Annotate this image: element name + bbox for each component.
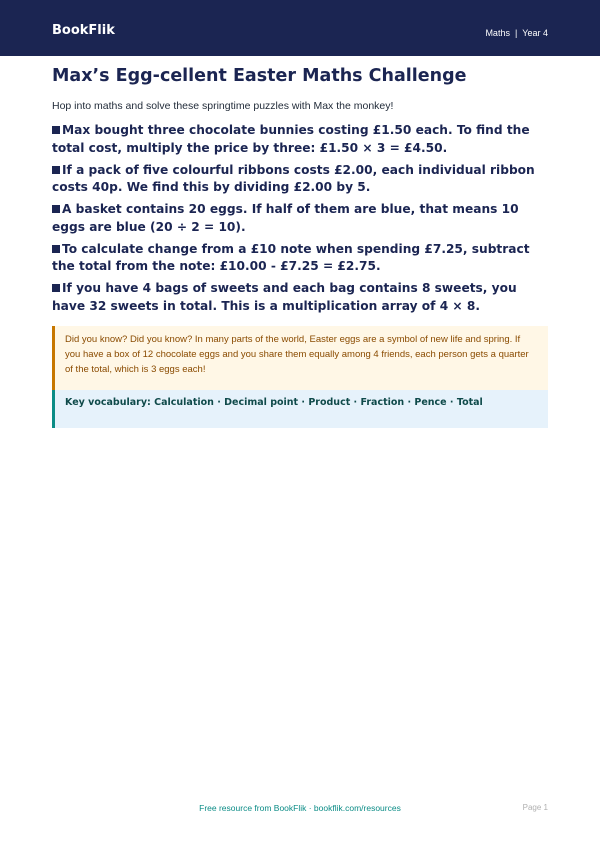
list-item — [52, 241, 548, 276]
intro-text: Hop into maths and solve these springtime puzzles with Max the monkey! — [52, 100, 394, 112]
subject-label: Maths — [485, 28, 510, 38]
list-item — [52, 201, 548, 236]
problem-list — [52, 122, 548, 320]
vocabulary-text: Key vocabulary: Calculation · Decimal point · Product · Fraction · Pence · Total — [65, 397, 483, 408]
header-separator: | — [514, 28, 518, 38]
square-bullet-icon — [52, 284, 60, 292]
header-meta — [485, 28, 548, 38]
did-you-know-callout — [52, 326, 548, 390]
square-bullet-icon — [52, 205, 60, 213]
square-bullet-icon — [52, 126, 60, 134]
year-label: Year 4 — [522, 28, 548, 38]
list-item — [52, 122, 548, 157]
list-item-text: A basket contains 20 eggs. If half of them are blue, that means 10 eggs are blue (20 ÷ 2 = 10). — [52, 202, 519, 234]
square-bullet-icon — [52, 166, 60, 174]
list-item — [52, 162, 548, 197]
list-item-text: Max bought three chocolate bunnies costing £1.50 each. To find the total cost, multiply the price by three: £1.50 × 3 = £4.50. — [52, 123, 530, 155]
list-item-text: If a pack of five colourful ribbons costs £2.00, each individual ribbon costs 40p. We find this by dividing £2.00 by 5. — [52, 162, 535, 194]
brand-logo[interactable]: BookFlik — [52, 23, 115, 38]
page-title: Max’s Egg-cellent Easter Maths Challenge — [52, 66, 467, 86]
footer-resource-link[interactable]: Free resource from BookFlik · bookflik.com/resources — [199, 803, 401, 813]
page-number: Page 1 — [522, 803, 548, 812]
list-item — [52, 280, 548, 315]
callout-text: Did you know? Did you know? In many parts of the world, Easter eggs are a symbol of new life and spring. If you have a box of 12 chocolate eggs and you share them equally among 4 friends, each person gets a quarter of the total, which is 3 eggs each! — [65, 334, 529, 375]
key-vocabulary-box — [52, 390, 548, 428]
list-item-text: To calculate change from a £10 note when spending £7.25, subtract the total from the note: £10.00 - £7.25 = £2.75. — [52, 241, 530, 273]
list-item-text: If you have 4 bags of sweets and each bag contains 8 sweets, you have 32 sweets in total. This is a multiplication array of 4 × 8. — [52, 281, 517, 313]
square-bullet-icon — [52, 245, 60, 253]
header-bar — [0, 0, 600, 56]
